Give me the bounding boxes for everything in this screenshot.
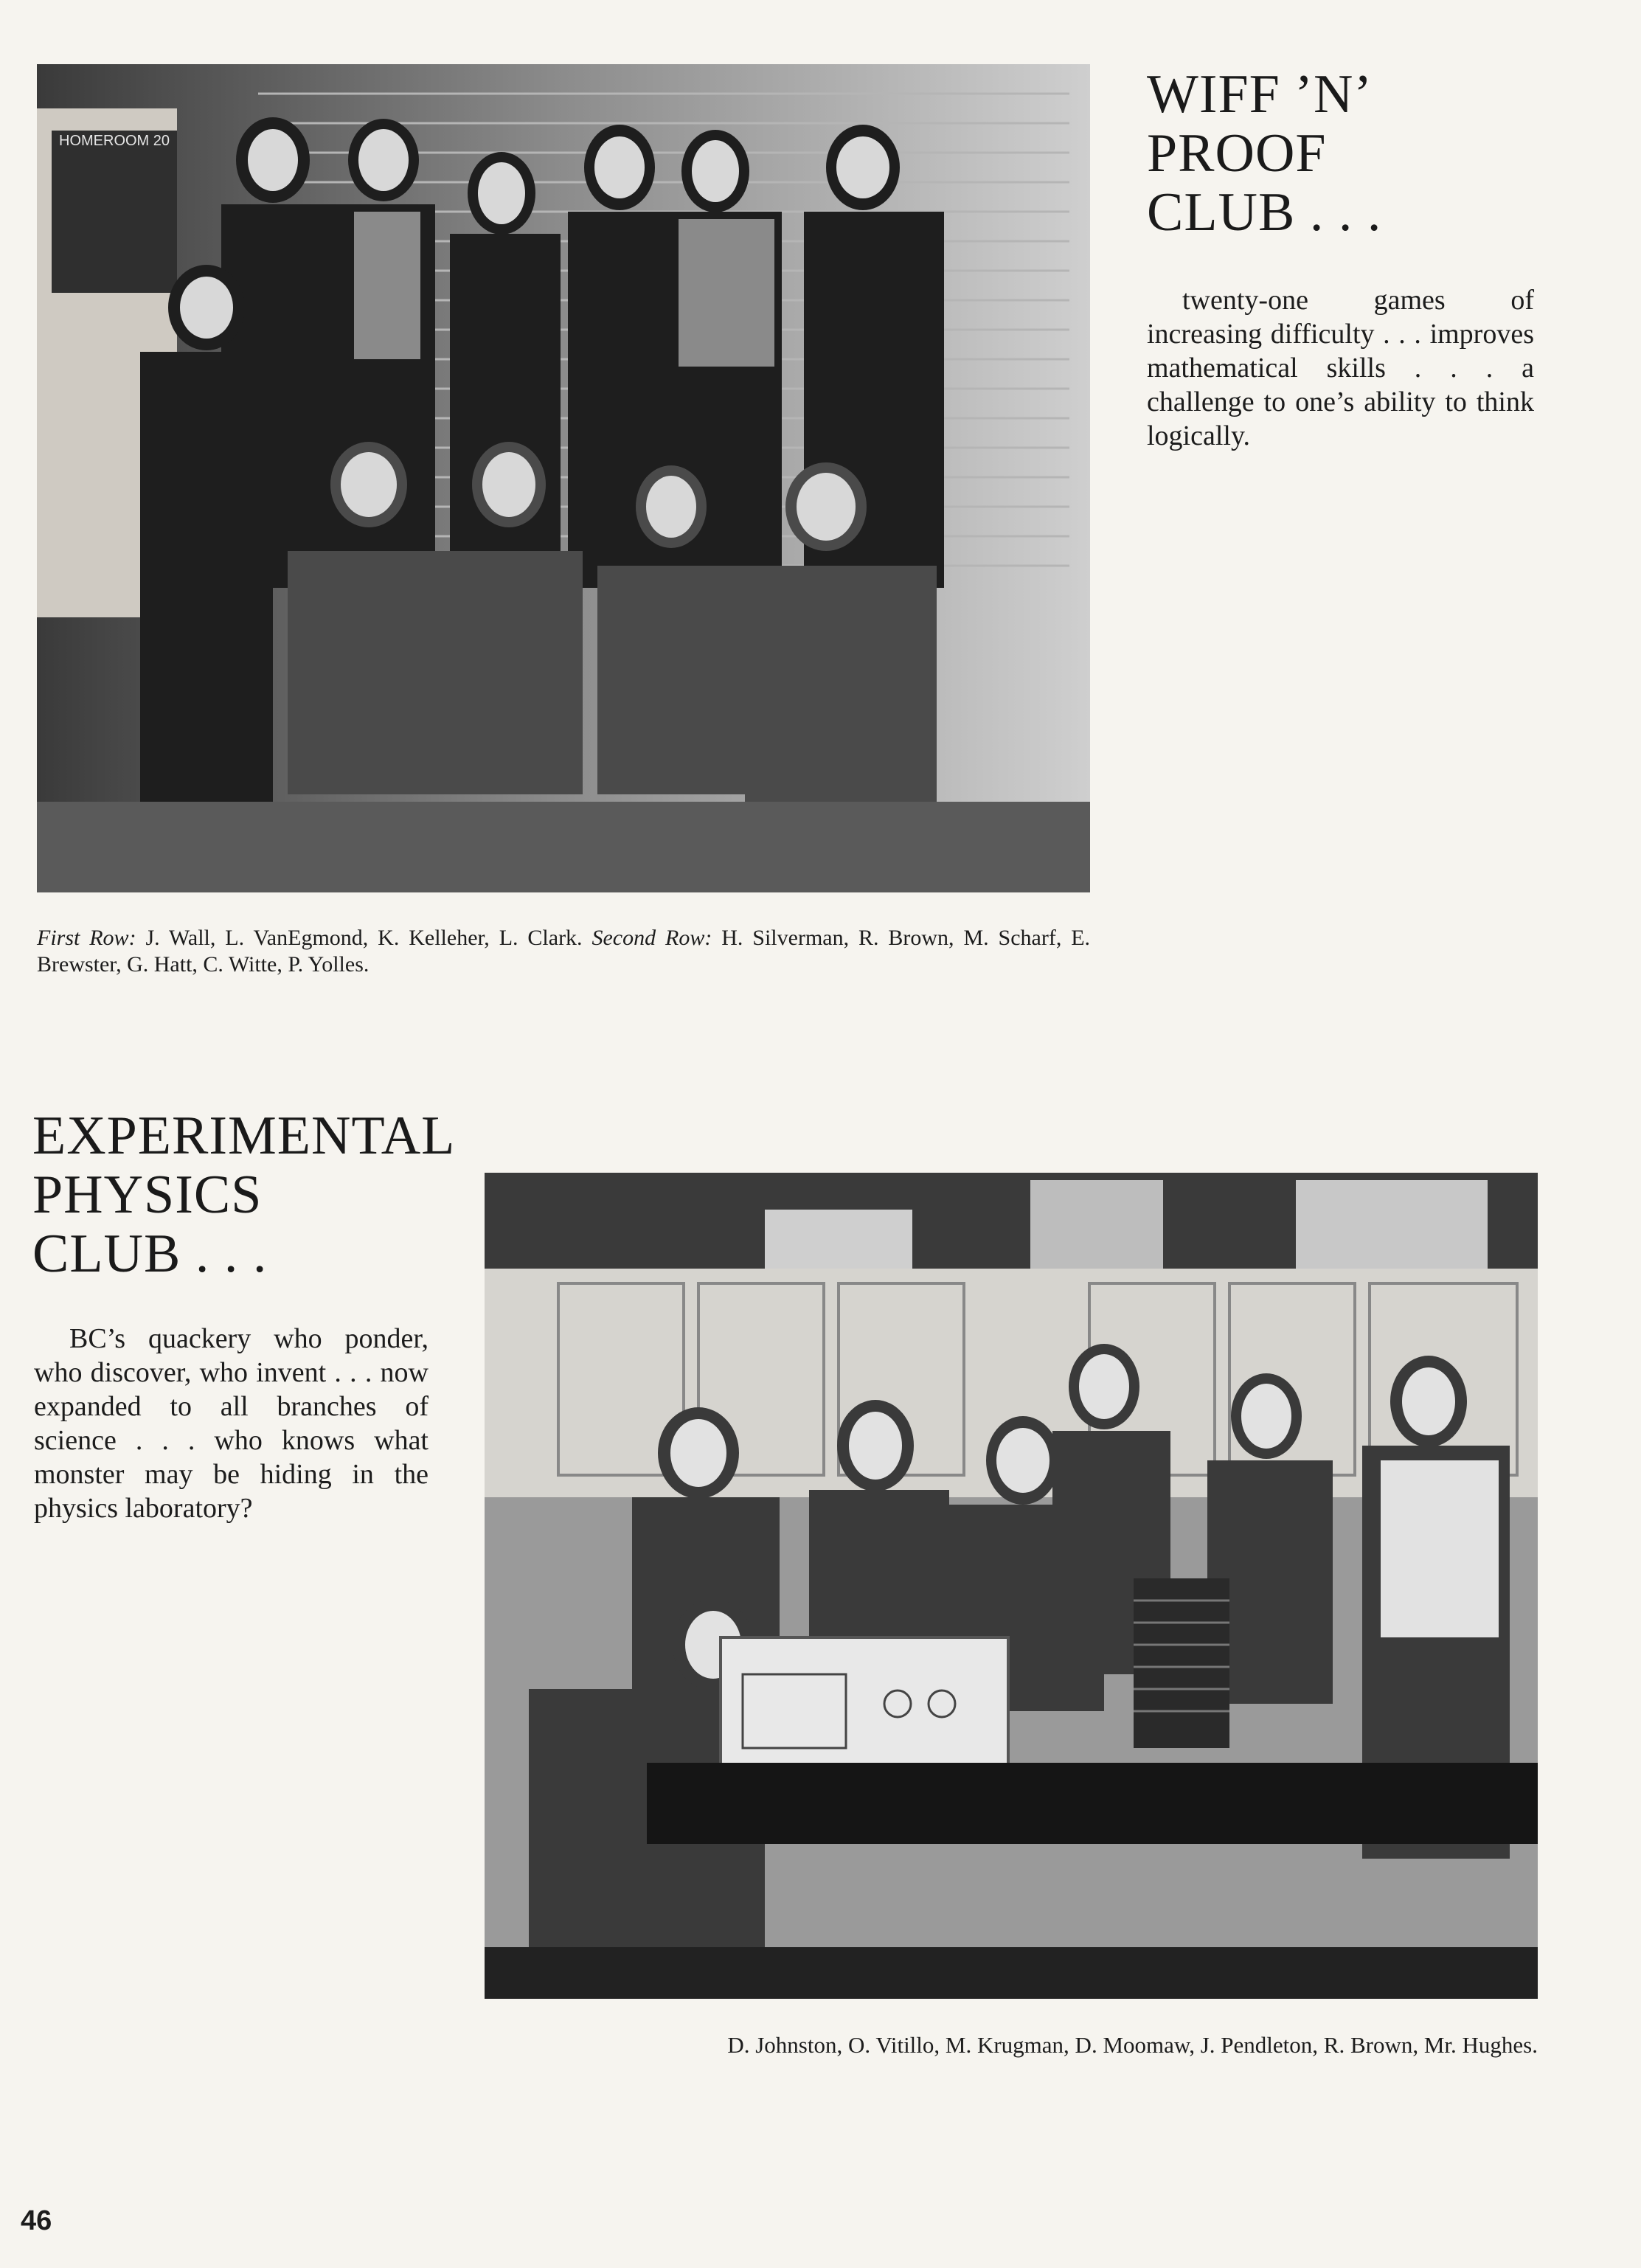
physics-club-photo xyxy=(485,1173,1538,1999)
wiff-proof-club-photo xyxy=(37,64,1090,892)
wiff-proof-description: twenty-one games of increasing difficulty . . . improves mathematical skills . . . a challenge to one’s ability to think logically. xyxy=(1147,285,1534,451)
page-number: 46 xyxy=(21,2205,52,2236)
physics-club-title: EXPERIMENTAL PHYSICS CLUB . . . xyxy=(32,1106,456,1284)
homeroom-sign: HOMEROOM 20 xyxy=(59,133,170,149)
wiff-proof-caption: First Row: J. Wall, L. VanEgmond, K. Kelleher, L. Clark. Second Row: H. Silverman, R. Brown, M. Scharf, E. Brewster, G. Hatt, C. Witte, P. Yolles. xyxy=(37,926,1091,977)
physics-club-caption: D. Johnston, O. Vitillo, M. Krugman, D. Moomaw, J. Pendleton, R. Brown, Mr. Hughes. xyxy=(727,2032,1538,2058)
wiff-proof-title: WIFF ’N’ PROOF CLUB . . . xyxy=(1147,64,1382,243)
physics-club-description: BC’s quackery who ponder, who discover, who invent . . . now expanded to all branches of science . . . who knows what monster may be hiding in the physics laboratory? xyxy=(34,1323,429,1524)
